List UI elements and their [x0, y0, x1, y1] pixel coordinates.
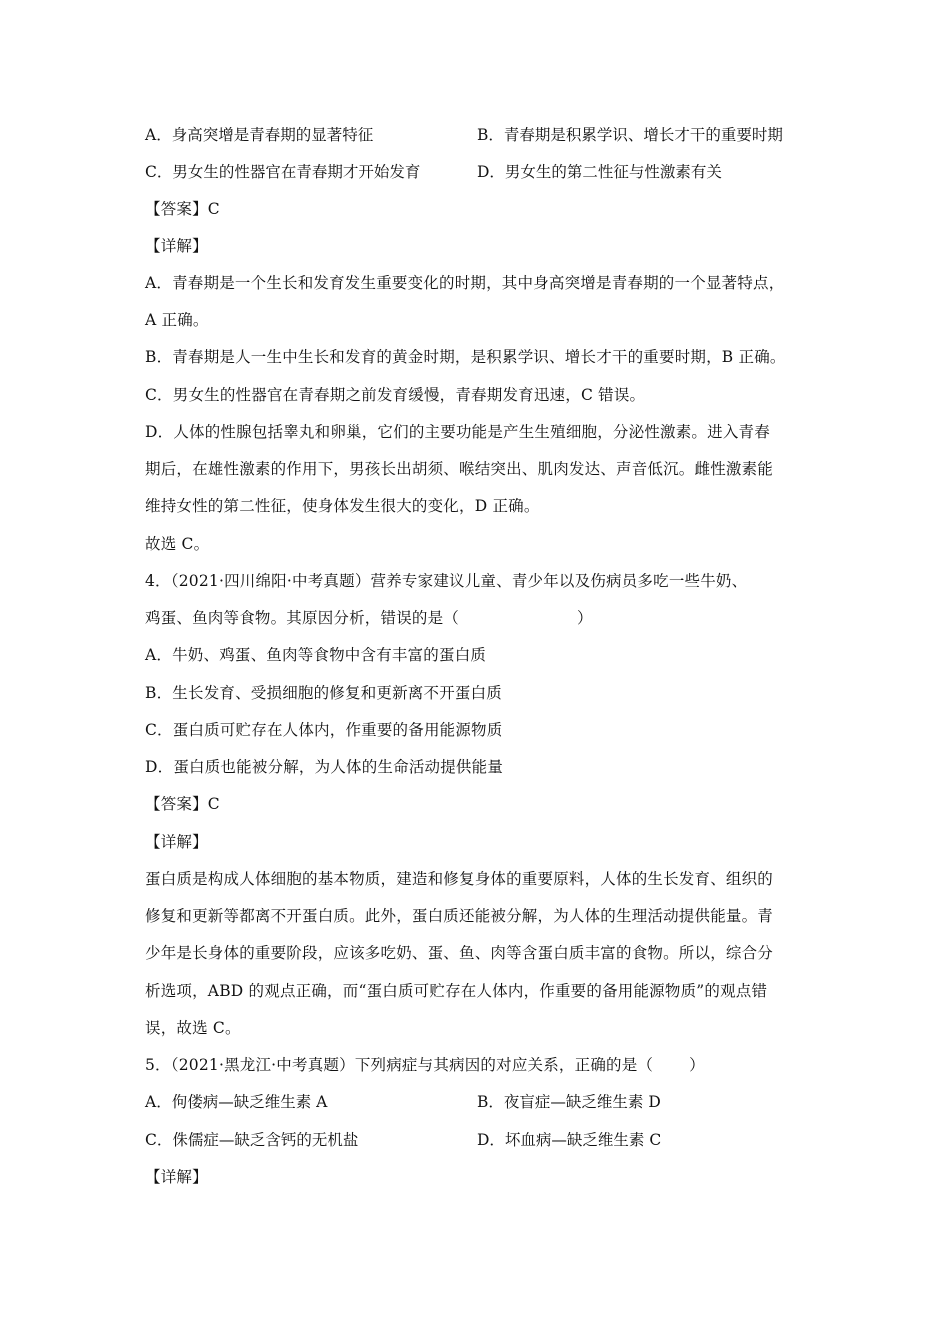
q4-stem-line-1: 4．（2021·四川绵阳·中考真题）营养专家建议儿童、青少年以及伤病员多吃一些牛奶、 [145, 572, 748, 590]
q3-explanation-line: C．男女生的性器官在青春期之前发育缓慢，青春期发育迅速，C 错误。 [145, 386, 646, 404]
q3-option-b: B．青春期是积累学识、增长才干的重要时期 [477, 126, 783, 144]
q3-explanation-line: 维持女性的第二性征，使身体发生很大的变化，D 正确。 [145, 497, 540, 515]
q5-stem-close: ） [689, 1056, 705, 1074]
q5-option-d: D．坏血病—缺乏维生素 C [477, 1131, 662, 1149]
q4-option-a: A．牛奶、鸡蛋、鱼肉等食物中含有丰富的蛋白质 [145, 646, 487, 664]
q4-explanation-line: 误，故选 C。 [145, 1019, 241, 1037]
q3-answer: 【答案】C [145, 200, 220, 218]
q3-explanation-line: 期后，在雄性激素的作用下，男孩长出胡须、喉结突出、肌肉发达、声音低沉。雌性激素能 [145, 460, 774, 478]
q3-option-a: A．身高突增是青春期的显著特征 [145, 126, 374, 144]
q3-detail-label: 【详解】 [145, 237, 208, 255]
q3-option-d: D．男女生的第二性征与性激素有关 [477, 163, 722, 181]
q3-explanation-line: A．青春期是一个生长和发育发生重要变化的时期，其中身高突增是青春期的一个显著特点， [145, 274, 785, 292]
q4-answer: 【答案】C [145, 795, 220, 813]
q3-explanation-line: A 正确。 [145, 311, 209, 329]
q5-option-b: B．夜盲症—缺乏维生素 D [477, 1093, 661, 1111]
q4-stem-text: 鸡蛋、鱼肉等食物。其原因分析，错误的是（ [145, 609, 460, 627]
q4-explanation-line: 蛋白质是构成人体细胞的基本物质，建造和修复身体的重要原料，人体的生长发育、组织的 [145, 870, 774, 888]
q4-stem-close: ） [577, 609, 593, 627]
q4-option-c: C．蛋白质可贮存在人体内，作重要的备用能源物质 [145, 721, 503, 739]
q3-conclusion: 故选 C。 [145, 535, 210, 553]
q4-explanation-line: 修复和更新等都离不开蛋白质。此外，蛋白质还能被分解，为人体的生理活动提供能量。青 [145, 907, 774, 925]
q3-explanation-line: B．青春期是人一生中生长和发育的黄金时期，是积累学识、增长才干的重要时期，B 正确。 [145, 348, 786, 366]
q5-stem-text: 5．（2021·黑龙江·中考真题）下列病症与其病因的对应关系，正确的是（ [145, 1056, 654, 1074]
q4-option-b: B．生长发育、受损细胞的修复和更新离不开蛋白质 [145, 684, 502, 702]
q5-option-a: A．佝偻病—缺乏维生素 A [145, 1093, 328, 1111]
q4-explanation-line: 少年是长身体的重要阶段，应该多吃奶、蛋、鱼、肉等含蛋白质丰富的食物。所以，综合分 [145, 944, 774, 962]
q3-explanation-line: D．人体的性腺包括睾丸和卵巢，它们的主要功能是产生生殖细胞，分泌性激素。进入青春 [145, 423, 770, 441]
q5-detail-label: 【详解】 [145, 1168, 208, 1186]
q4-detail-label: 【详解】 [145, 833, 208, 851]
q4-option-d: D．蛋白质也能被分解，为人体的生命活动提供能量 [145, 758, 504, 776]
q4-stem-line-2 [145, 607, 810, 629]
q3-option-c: C．男女生的性器官在青春期才开始发育 [145, 163, 421, 181]
q4-explanation-line: 析选项，ABD 的观点正确，而“蛋白质可贮存在人体内，作重要的备用能源物质”的观点错 [145, 982, 768, 1000]
q5-stem [145, 1054, 810, 1076]
q5-option-c: C．侏儒症—缺乏含钙的无机盐 [145, 1131, 359, 1149]
